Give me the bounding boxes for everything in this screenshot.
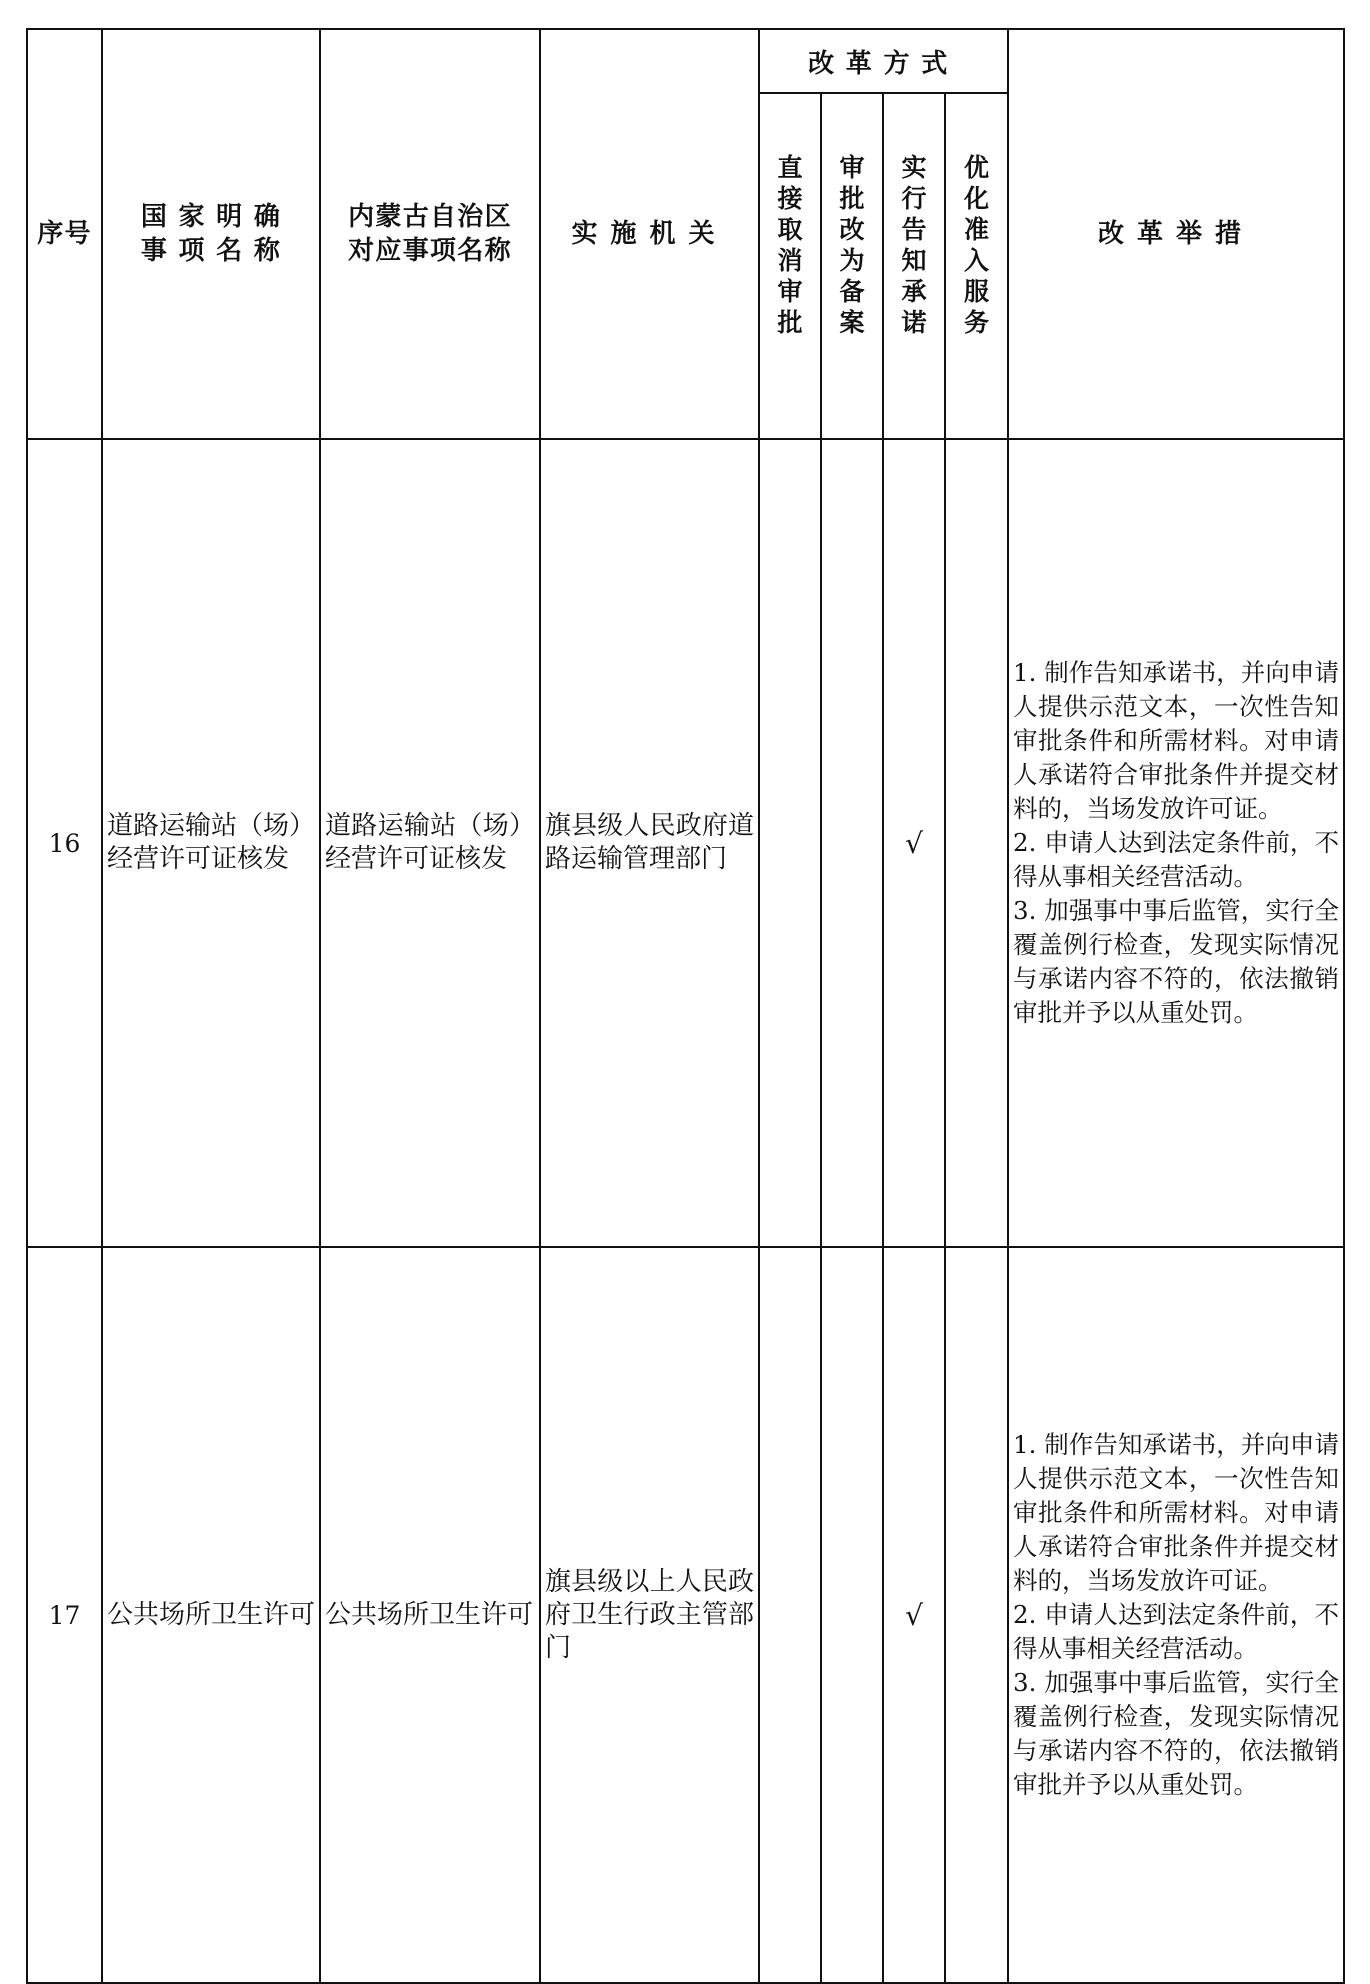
row-measures (1008, 1247, 1344, 1983)
measure-item: 3. 加强事中事后监管，实行全覆盖例行检查，发现实际情况与承诺内容不符的，依法撤销审批并予以从重处罚。 (1013, 896, 1339, 1027)
table-row (27, 1247, 1344, 1983)
row-method-1 (759, 1247, 821, 1983)
header-method-3-label: 实行告知承诺 (901, 153, 927, 337)
reform-table (26, 28, 1345, 1984)
row-national-name: 公共场所卫生许可 (102, 1247, 320, 1983)
measure-item: 2. 申请人达到法定条件前，不得从事相关经营活动。 (1013, 828, 1339, 891)
header-regional-name-line2: 对应事项名称 (348, 236, 512, 266)
row-method-4 (945, 1247, 1008, 1983)
row-national-name: 道路运输站（场）经营许可证核发 (102, 439, 320, 1247)
row-method-1 (759, 439, 821, 1247)
header-method-4 (945, 93, 1008, 439)
row-regional-name: 公共场所卫生许可 (320, 1247, 540, 1983)
header-method-2-label: 审批改为备案 (839, 153, 865, 337)
row-method-4 (945, 439, 1008, 1247)
header-national-name (102, 29, 320, 439)
header-agency (540, 29, 759, 439)
header-method-4-label: 优化准入服务 (963, 153, 989, 337)
row-method-2 (821, 1247, 883, 1983)
header-seq-label: 序号 (37, 219, 92, 249)
header-row-1 (27, 29, 1344, 93)
row-method-3: √ (883, 1247, 945, 1983)
row-method-2 (821, 439, 883, 1247)
table-row (27, 439, 1344, 1247)
measure-item: 2. 申请人达到法定条件前，不得从事相关经营活动。 (1013, 1600, 1339, 1663)
header-regional-name-line1: 内蒙古自治区 (348, 202, 512, 232)
row-seq: 17 (27, 1247, 102, 1983)
header-method-1 (759, 93, 821, 439)
measure-item: 1. 制作告知承诺书，并向申请人提供示范文本，一次性告知审批条件和所需材料。对申请人承诺符合审批条件并提交材料的，当场发放许可证。 (1013, 658, 1339, 823)
header-reform-group: 改革方式 (759, 29, 1008, 93)
row-measures (1008, 439, 1344, 1247)
header-measures (1008, 29, 1344, 439)
row-method-3: √ (883, 439, 945, 1247)
measure-item: 3. 加强事中事后监管，实行全覆盖例行检查，发现实际情况与承诺内容不符的，依法撤销审批并予以从重处罚。 (1013, 1668, 1339, 1799)
row-regional-name: 道路运输站（场）经营许可证核发 (320, 439, 540, 1247)
header-measures-label: 改革举措 (1097, 219, 1254, 249)
header-regional-name (320, 29, 540, 439)
header-method-2 (821, 93, 883, 439)
row-seq: 16 (27, 439, 102, 1247)
header-agency-label: 实施机关 (571, 219, 728, 249)
row-agency: 旗县级人民政府道路运输管理部门 (540, 439, 759, 1247)
measure-item: 1. 制作告知承诺书，并向申请人提供示范文本，一次性告知审批条件和所需材料。对申请人承诺符合审批条件并提交材料的，当场发放许可证。 (1013, 1430, 1339, 1595)
header-method-3 (883, 93, 945, 439)
document-page (26, 28, 1343, 1920)
header-national-name-line2: 事 项 名 称 (140, 236, 282, 266)
header-national-name-line1: 国 家 明 确 (140, 202, 282, 232)
row-agency: 旗县级以上人民政府卫生行政主管部门 (540, 1247, 759, 1983)
header-seq (27, 29, 102, 439)
header-method-1-label: 直接取消审批 (777, 153, 803, 337)
